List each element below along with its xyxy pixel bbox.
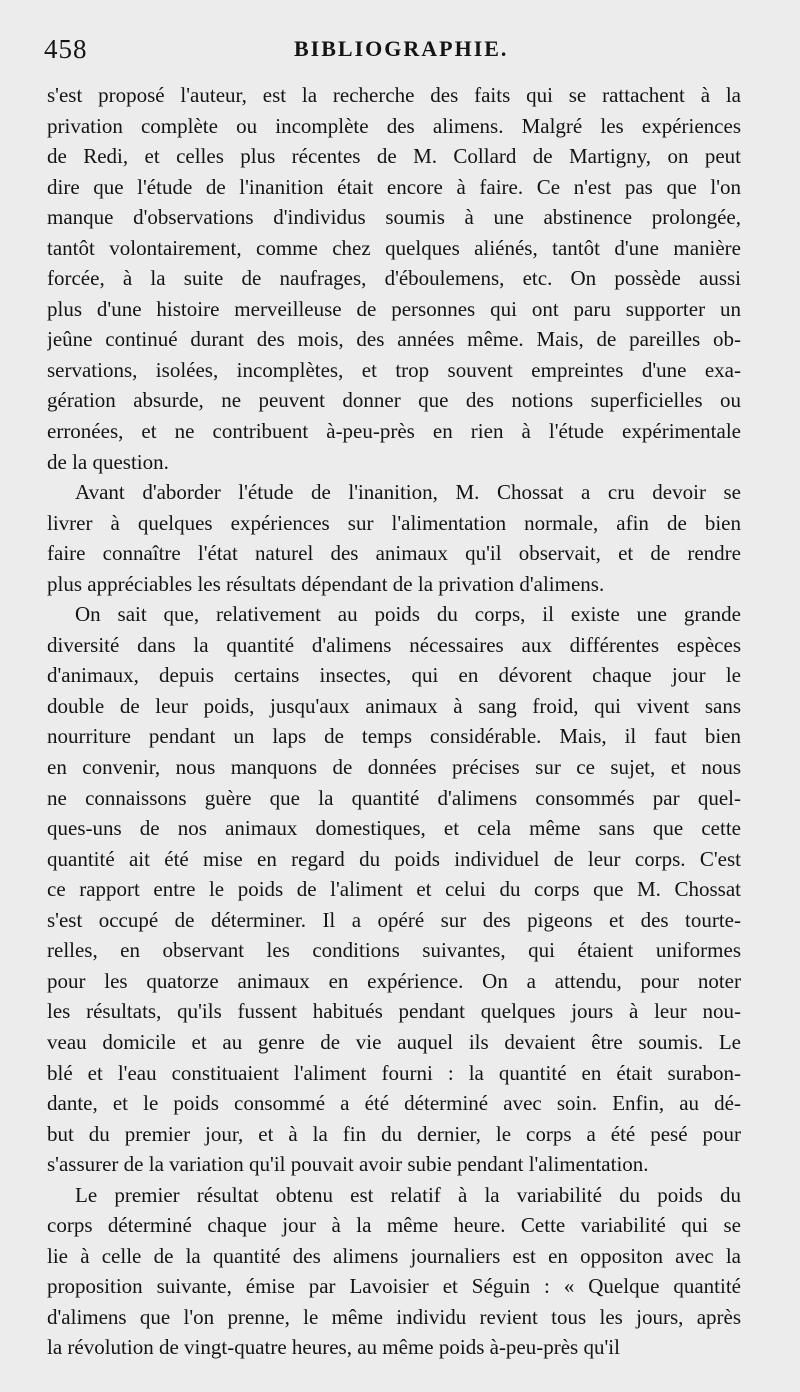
text-line: pour les quatorze animaux en expérience. On a attendu, pour noter bbox=[47, 968, 741, 993]
text-line: but du premier jour, et à la fin du dernier, le corps a été pesé pour bbox=[47, 1121, 741, 1146]
text-line: dire que l'étude de l'inanition était encore à faire. Ce n'est pas que l'on bbox=[47, 174, 741, 199]
text-line: quantité ait été mise en regard du poids individuel de leur corps. C'est bbox=[47, 846, 741, 871]
text-line: veau domicile et au genre de vie auquel ils devaient être soumis. Le bbox=[47, 1029, 741, 1054]
paragraph bbox=[47, 599, 741, 1179]
text-line: diversité dans la quantité d'alimens nécessaires aux différentes espèces bbox=[47, 632, 741, 657]
text-line: servations, isolées, incomplètes, et trop souvent empreintes d'une exa- bbox=[47, 357, 741, 382]
text-line: dante, et le poids consommé a été déterminé avec soin. Enfin, au dé- bbox=[47, 1091, 741, 1116]
text-line: Avant d'aborder l'étude de l'inanition, M. Chossat a cru devoir se bbox=[75, 480, 741, 505]
text-line: On sait que, relativement au poids du corps, il existe une grande bbox=[75, 602, 741, 627]
text-line: s'est occupé de déterminer. Il a opéré sur des pigeons et des tourte- bbox=[47, 907, 741, 932]
paragraph bbox=[47, 80, 741, 477]
text-line: nourriture pendant un laps de temps considérable. Mais, il faut bien bbox=[47, 724, 741, 749]
text-line: Le premier résultat obtenu est relatif à la variabilité du poids du bbox=[75, 1182, 741, 1207]
text-line: lie à celle de la quantité des alimens journaliers est en oppositon avec la bbox=[47, 1243, 741, 1268]
running-title: BIBLIOGRAPHIE. bbox=[294, 36, 509, 61]
text-line: d'animaux, depuis certains insectes, qui en dévorent chaque jour le bbox=[47, 663, 741, 688]
text-line: s'est proposé l'auteur, est la recherche des faits qui se rattachent à la bbox=[47, 83, 741, 107]
text-line: proposition suivante, émise par Lavoisier et Séguin : « Quelque quantité bbox=[47, 1274, 741, 1299]
running-head bbox=[44, 34, 750, 68]
text-line: erronées, et ne contribuent à-peu-près en rien à l'étude expérimentale bbox=[47, 419, 741, 444]
text-line: d'alimens que l'on prenne, le même individu revient tous les jours, après bbox=[47, 1304, 741, 1329]
text-line: de la question. bbox=[47, 449, 169, 474]
text-line: plus d'une histoire merveilleuse de personnes qui ont paru supporter un bbox=[47, 296, 741, 321]
text-line: les résultats, qu'ils fussent habitués pendant quelques jours à leur nou- bbox=[47, 999, 741, 1024]
text-line: ques-uns de nos animaux domestiques, et cela même sans que cette bbox=[47, 816, 741, 841]
text-line: s'assurer de la variation qu'il pouvait avoir subie pendant l'alimentation. bbox=[47, 1152, 649, 1177]
text-line: forcée, à la suite de naufrages, d'éboulemens, etc. On possède aussi bbox=[47, 266, 741, 291]
text-line: blé et l'eau constituaient l'aliment fourni : la quantité en était surabon- bbox=[47, 1060, 741, 1085]
text-line: privation complète ou incomplète des alimens. Malgré les expériences bbox=[47, 113, 741, 138]
text-line: livrer à quelques expériences sur l'alimentation normale, afin de bien bbox=[47, 510, 741, 535]
text-line: tantôt volontairement, comme chez quelques aliénés, tantôt d'une manière bbox=[47, 235, 741, 260]
paragraph bbox=[47, 477, 741, 599]
text-line: jeûne continué durant des mois, des années même. Mais, de pareilles ob- bbox=[47, 327, 741, 352]
text-line: plus appréciables les résultats dépendant de la privation d'alimens. bbox=[47, 571, 605, 596]
text-line: relles, en observant les conditions suivantes, qui étaient uniformes bbox=[47, 938, 741, 963]
text-line: gération absurde, ne peuvent donner que des notions superficielles ou bbox=[47, 388, 741, 413]
text-line: la révolution de vingt-quatre heures, au même poids à-peu-près qu'il bbox=[47, 1335, 620, 1360]
text-line: en convenir, nous manquons de données précises sur ce sujet, et nous bbox=[47, 755, 741, 780]
text-line: corps déterminé chaque jour à la même heure. Cette variabilité qui se bbox=[47, 1213, 741, 1238]
paragraph bbox=[47, 1180, 741, 1363]
text-line: double de leur poids, jusqu'aux animaux à sang froid, qui vivent sans bbox=[47, 693, 741, 718]
text-line: faire connaître l'état naturel des animaux qu'il observait, et de rendre bbox=[47, 541, 741, 566]
page-number: 458 bbox=[44, 34, 88, 64]
text-line: ce rapport entre le poids de l'aliment et celui du corps que M. Chossat bbox=[47, 877, 741, 902]
text-line: de Redi, et celles plus récentes de M. Collard de Martigny, on peut bbox=[47, 144, 741, 169]
text-line: manque d'observations d'individus soumis à une abstinence prolongée, bbox=[47, 205, 741, 230]
body-text bbox=[47, 80, 741, 1363]
text-line: ne connaissons guère que la quantité d'alimens consommés par quel- bbox=[47, 785, 741, 810]
